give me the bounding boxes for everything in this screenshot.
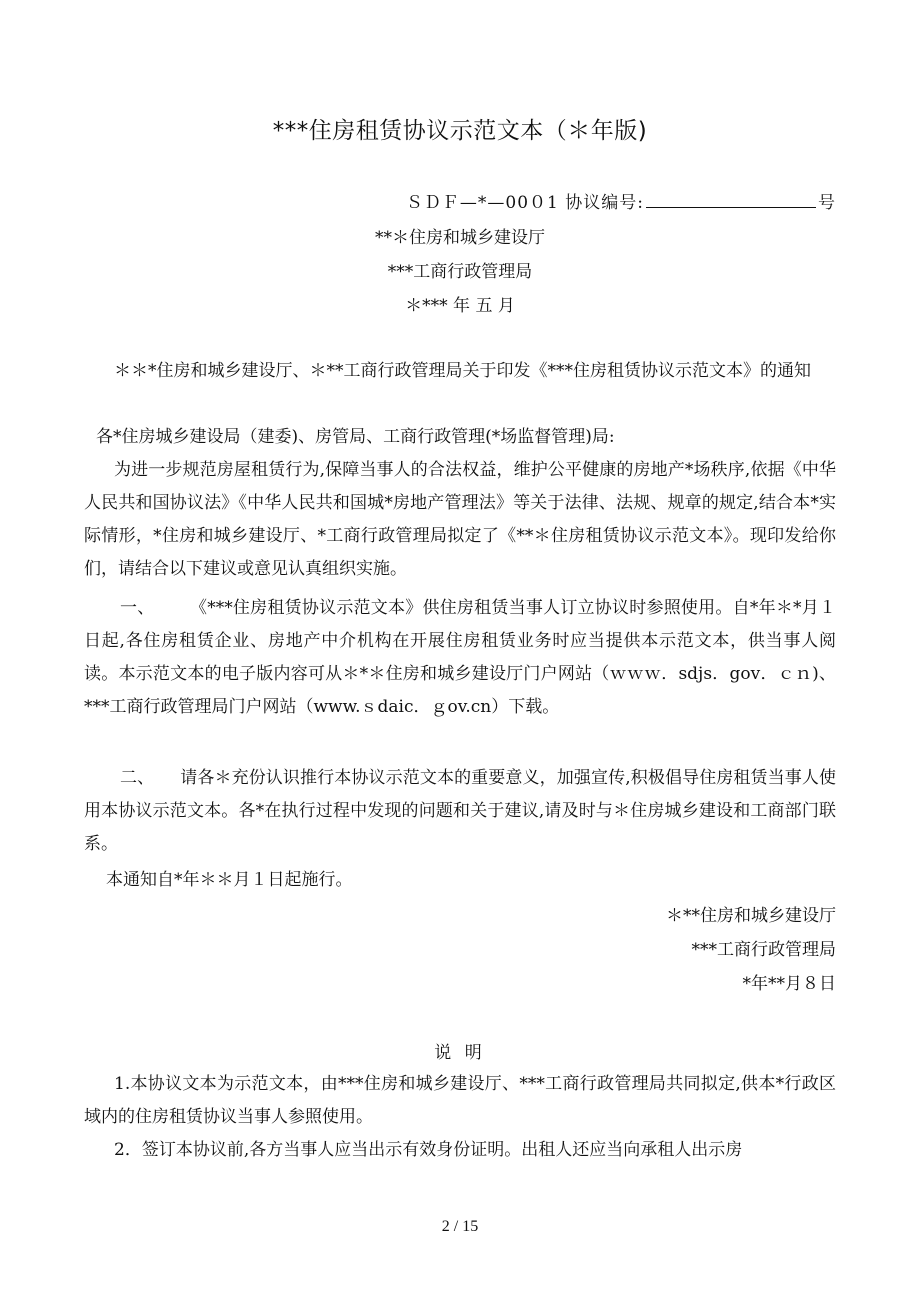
signature-issuer-1: ＊**住房和城乡建设厅 — [666, 906, 836, 926]
explanation-item-2: 2．签订本协议前,各方当事人应当出示有效身份证明。出租人还应当向承租人出示房 — [114, 1140, 743, 1160]
explanation-heading: 说 明 — [434, 1043, 486, 1063]
notice-item-1-label: 一、 — [120, 598, 155, 618]
notice-item-1 — [84, 592, 836, 724]
issuer-1: **＊住房和城乡建设厅 — [375, 228, 545, 248]
notice-addressee: 各*住房城乡建设局（建委)、房管局、工商行政管理(*场监督管理)局: — [96, 427, 615, 447]
issue-date: ＊*** 年 五 月 — [405, 296, 515, 316]
explanation-item-1: 1.本协议文本为示范文本，由***住房和城乡建设厅、***工商行政管理局共同拟定,供本*行政区域内的住房租赁协议当事人参照使用。 — [84, 1074, 836, 1127]
document-title: ***住房租赁协议示范文本（＊年版) — [272, 118, 648, 144]
notice-item-2-text: 请各＊充份认识推行本协议示范文本的重要意义，加强宣传,积极倡导住房租赁当事人使用本协议示范文本。各*在执行过程中发现的问题和关于建议,请及时与＊住房城乡建设和工商部门联系。 — [84, 768, 837, 854]
agreement-number-blank — [646, 193, 816, 208]
signature-date: *年**月８日 — [742, 974, 836, 994]
agreement-number-suffix: 号 — [818, 193, 836, 213]
agreement-number-line — [406, 188, 836, 213]
notice-item-1-text: 《***住房租赁协议示范文本》供住房租赁当事人订立协议时参照使用。自*年＊*月１日起,各住房租赁企业、房地产中介机构在开展住房租赁业务时应当提供本示范文本，供当事人阅读。本示范文本的电子版内容可从＊*＊住房和城乡建设厅门户网站（ｗｗｗ．sdjs．gov．ｃｎ)、***工商行政管理局门户网站（www.ｓdaic．ｇov.cn）下载。 — [84, 598, 837, 717]
notice-item-2 — [84, 762, 836, 861]
notice-effective: 本通知自*年＊＊月１日起施行。 — [106, 870, 353, 890]
agreement-number-label: ＳＤＦ—*—00０1 协议编号: — [405, 193, 644, 213]
notice-heading: ＊＊*住房和城乡建设厅、＊**工商行政管理局关于印发《***住房租赁协议示范文本》的通知 — [114, 361, 811, 381]
notice-item-2-label: 二、 — [120, 768, 155, 788]
issuer-2: ***工商行政管理局 — [387, 262, 533, 282]
page-indicator: 2 / 15 — [441, 1218, 479, 1235]
signature-issuer-2: ***工商行政管理局 — [691, 940, 836, 960]
notice-intro: 为进一步规范房屋租赁行为,保障当事人的合法权益，维护公平健康的房地产*场秩序,依据《中华人民共和国协议法》《中华人民共和国城*房地产管理法》等关于法律、法规、规章的规定,结合本*实际情形，*住房和城乡建设厅、*工商行政管理局拟定了《**＊住房租赁协议示范文本》。现印发给你们，请结合以下建议或意见认真组织实施。 — [84, 460, 836, 579]
